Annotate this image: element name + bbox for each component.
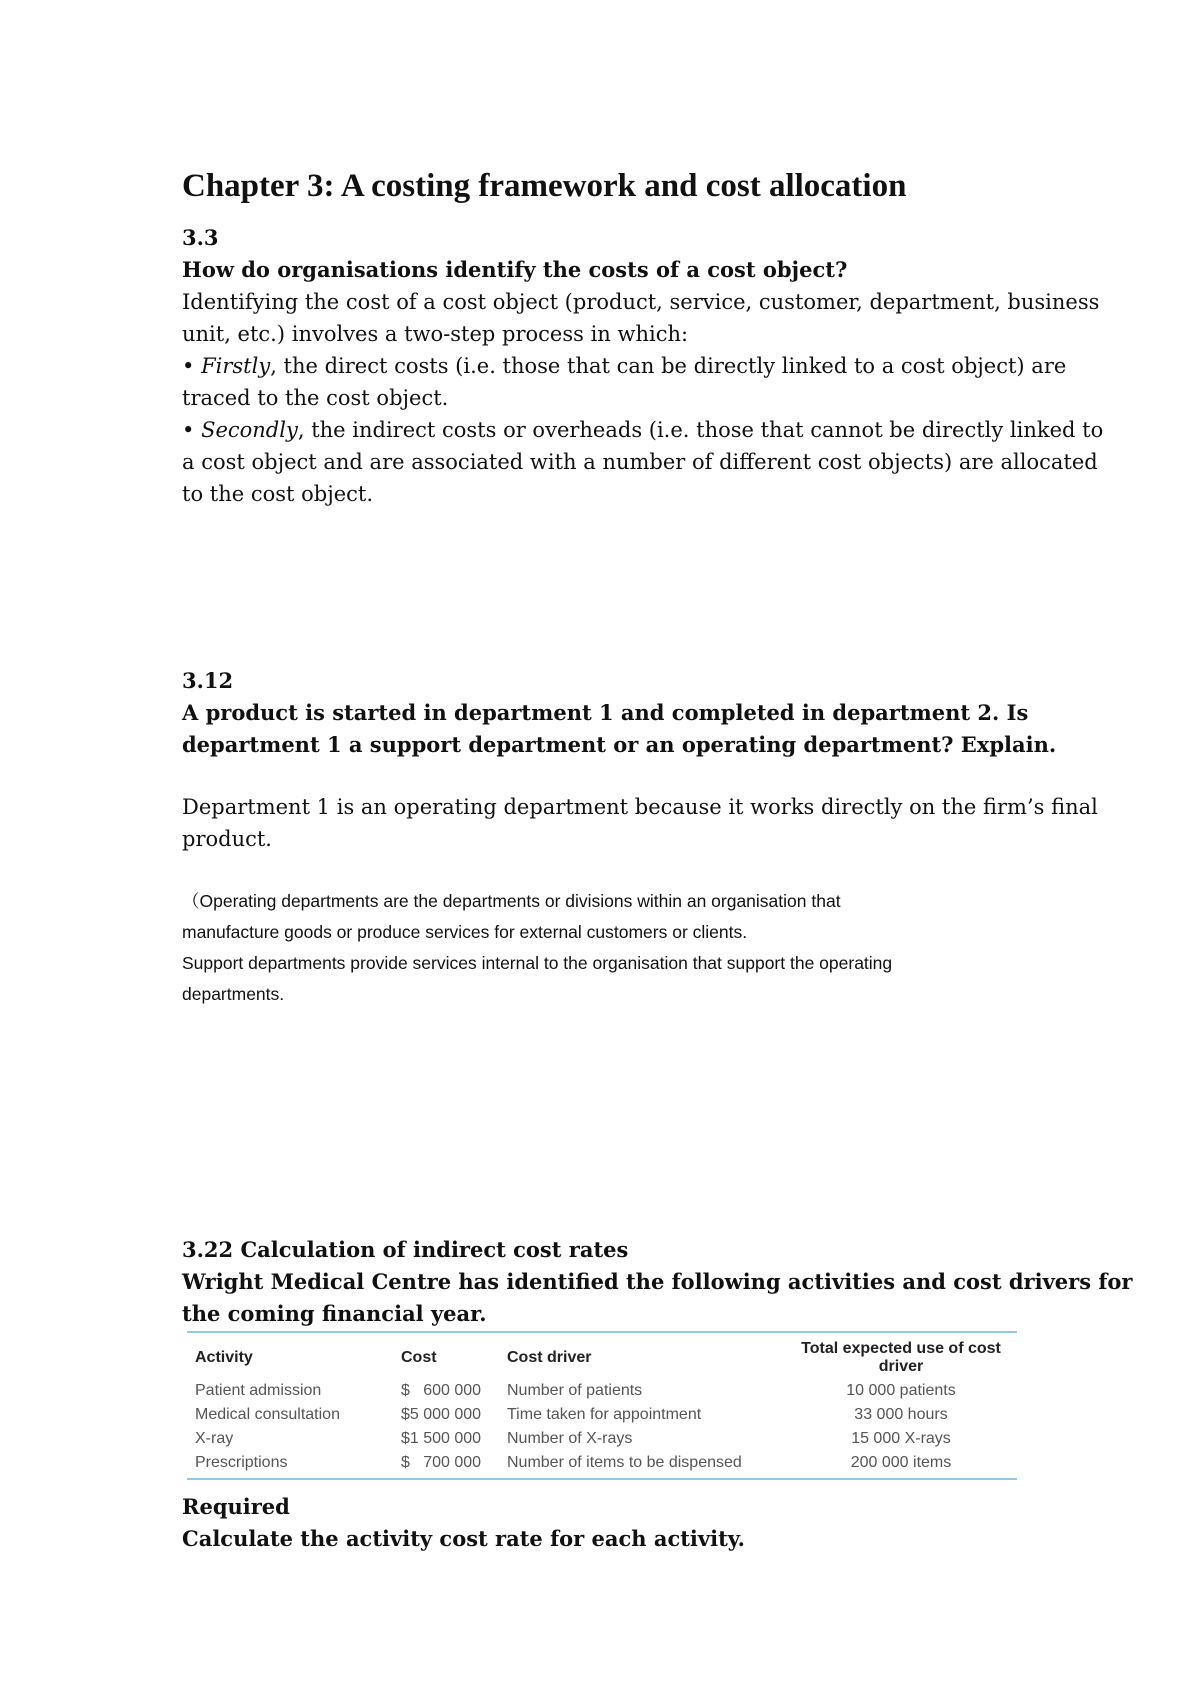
bullet-emphasis: Firstly <box>201 354 271 378</box>
header-total-use: Total expected use of cost driver <box>785 1332 1017 1379</box>
question-number: 3.12 <box>182 668 234 693</box>
table-row <box>187 1379 1017 1403</box>
bullet-marker: • <box>182 418 202 442</box>
required-label: Required <box>182 1494 290 1519</box>
table-row <box>187 1427 1017 1451</box>
question-text: the coming financial year. <box>182 1301 487 1326</box>
section-heading: 3.22 Calculation of indirect cost rates <box>182 1237 629 1262</box>
cell-cost-driver: Time taken for appointment <box>507 1406 702 1423</box>
question-text: A product is started in department 1 and completed in department 2. Is <box>182 700 1029 725</box>
cell-total-use: 15 000 X-rays <box>851 1430 951 1447</box>
required-text: Calculate the activity cost rate for each activity. <box>182 1526 745 1551</box>
cell-total-use: 10 000 patients <box>846 1382 956 1399</box>
header-cost: Cost <box>393 1332 499 1379</box>
cell-cost: $5 000 000 <box>401 1406 482 1423</box>
cell-cost-driver: Number of items to be dispensed <box>499 1451 785 1479</box>
bullet-item <box>182 414 1104 446</box>
question-text: How do organisations identify the costs of a cost object? <box>182 257 848 282</box>
table-row <box>187 1403 1017 1427</box>
note-line: departments. <box>182 984 285 1004</box>
cell-cost-driver: Number of patients <box>507 1382 643 1399</box>
cell-activity: Prescriptions <box>187 1451 393 1479</box>
table-row <box>187 1451 1017 1479</box>
note-line: （Operating departments are the departments or divisions within an organisation that <box>182 891 841 911</box>
question-number: 3.3 <box>182 225 219 250</box>
bullet-marker: • <box>182 354 202 378</box>
header-activity: Activity <box>187 1332 393 1379</box>
cell-activity: Patient admission <box>195 1382 322 1399</box>
answer-line: product. <box>182 827 272 851</box>
section-3-3 <box>182 222 1104 510</box>
answer-line: Department 1 is an operating department because it works directly on the firm’s final <box>182 795 1098 819</box>
answer-line: unit, etc.) involves a two-step process in which: <box>182 322 689 346</box>
chapter-title: Chapter 3: A costing framework and cost allocation <box>182 168 907 204</box>
question-text: Wright Medical Centre has identified the following activities and cost drivers for <box>182 1269 1133 1294</box>
cell-cost: $ 700 000 <box>393 1451 499 1479</box>
cell-activity: X-ray <box>195 1430 234 1447</box>
section-3-22 <box>182 1234 1133 1330</box>
table-header-row <box>187 1332 1017 1379</box>
answer-line: Identifying the cost of a cost object (product, service, customer, department, business <box>182 290 1100 314</box>
cell-cost-driver: Number of X-rays <box>507 1430 633 1447</box>
bullet-text: , the direct costs (i.e. those that can be directly linked to a cost object) are <box>270 354 1067 378</box>
bullet-continuation: a cost object and are associated with a number of different cost objects) are allocated <box>182 450 1098 474</box>
bullet-emphasis: Secondly <box>201 418 298 442</box>
required-block <box>182 1491 1032 1555</box>
note-line: manufacture goods or produce services for external customers or clients. <box>182 922 748 942</box>
cell-cost: $ 600 000 <box>401 1382 482 1399</box>
header-cost-driver: Cost driver <box>499 1332 785 1379</box>
bullet-continuation: traced to the cost object. <box>182 386 449 410</box>
cell-total-use: 33 000 hours <box>854 1406 948 1423</box>
note-line: Support departments provide services internal to the organisation that support the operating <box>182 953 893 973</box>
question-text: department 1 a support department or an operating department? Explain. <box>182 732 1057 757</box>
cell-cost: $1 500 000 <box>401 1430 482 1447</box>
activity-cost-table <box>187 1331 1017 1480</box>
bullet-continuation: to the cost object. <box>182 482 374 506</box>
bullet-item <box>182 350 1067 382</box>
note-block <box>182 886 1032 1010</box>
cell-activity: Medical consultation <box>195 1406 340 1423</box>
bullet-text: , the indirect costs or overheads (i.e. those that cannot be directly linked to <box>297 418 1104 442</box>
section-3-12 <box>182 665 1098 855</box>
cell-total-use: 200 000 items <box>785 1451 1017 1479</box>
